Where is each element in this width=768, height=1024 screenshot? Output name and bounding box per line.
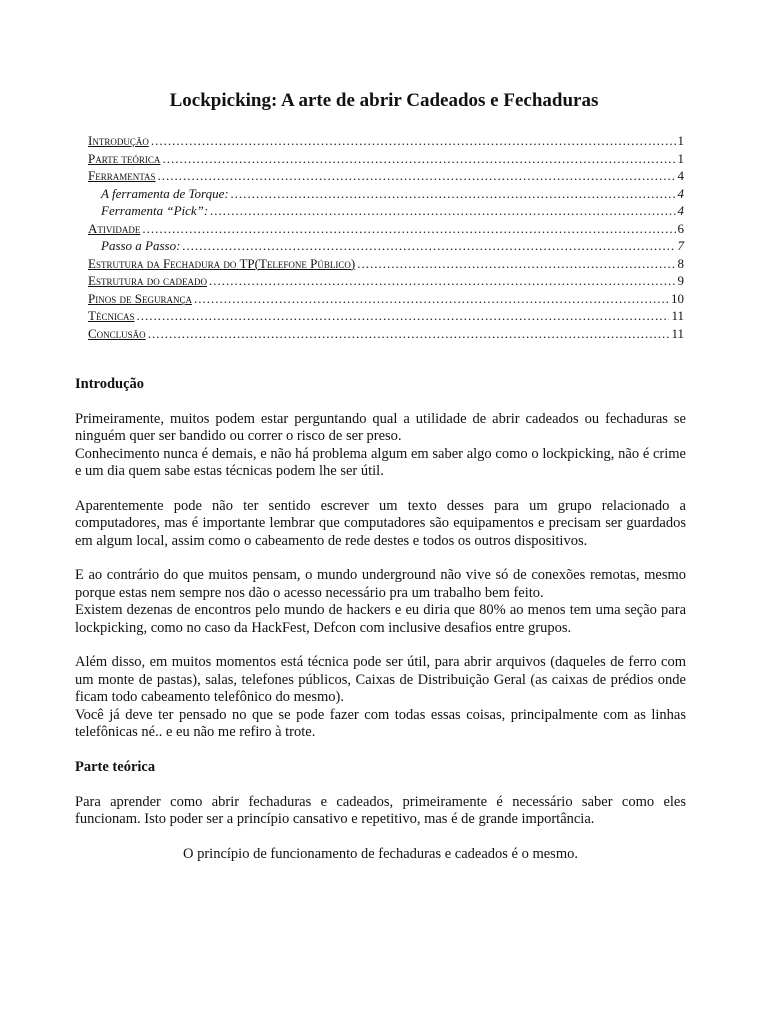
toc-entry-page: 1: [677, 150, 684, 166]
toc-entry[interactable]: [88, 202, 684, 220]
toc-entry-page: 11: [671, 308, 684, 323]
paragraph: Além disso, em muitos momentos está técnica pode ser útil, para abrir arquivos (daqueles de ferro com um monte de pastas), salas, telefones públicos, Caixas de Distribuição Geral (as caixas de prédios onde ficam todo cabeamento telefônico do mesmo).: [75, 654, 686, 706]
paragraph: Primeiramente, muitos podem estar perguntando qual a utilidade de abrir cadeados ou fechaduras se ninguém quer ser bandido ou correr o risco de ser preso.: [75, 410, 686, 445]
toc-entry-label: Pinos de Segurança: [88, 290, 192, 306]
toc-entry-label: Conclusão: [88, 325, 146, 341]
paragraph: Aparentemente pode não ter sentido escrever um texto desses para um grupo relacionado a computadores, mas é importante lembrar que computadores são equipamentos e precisam ser guardados em algum local, assim como o cabeamento de rede destes e todos os outros dispositivos.: [75, 497, 686, 549]
toc-entry[interactable]: [88, 132, 684, 150]
toc-entry-page: 8: [677, 255, 684, 271]
toc-entry[interactable]: [88, 150, 684, 168]
toc-entry[interactable]: [88, 237, 684, 255]
table-of-contents: [88, 132, 684, 342]
paragraph: Existem dezenas de encontros pelo mundo de hackers e eu diria que 80% ao menos tem uma seção para lockpicking, como no caso da HackFest, Defcon com inclusive desafios entre grupos.: [75, 602, 686, 636]
toc-entry-label: Passo a Passo:: [101, 238, 181, 253]
toc-leader-dots: [210, 202, 675, 220]
toc-entry[interactable]: [88, 167, 684, 185]
section-heading-parte-teorica: Parte teórica: [75, 758, 156, 775]
toc-leader-dots: [142, 220, 675, 238]
toc-leader-dots: [148, 325, 670, 343]
toc-entry-label: Atividade: [88, 220, 141, 236]
toc-entry-page: 4: [677, 168, 684, 183]
toc-leader-dots: [357, 255, 675, 273]
toc-entry[interactable]: [88, 185, 684, 203]
paragraph: Você já deve ter pensado no que se pode fazer com todas essas coisas, principalmente com as linhas telefônicas né.. e eu não me refiro à trote.: [75, 706, 686, 741]
toc-entry[interactable]: [88, 272, 684, 290]
toc-leader-dots: [136, 307, 669, 325]
paragraph: Conhecimento nunca é demais, e não há problema algum em saber algo como o lockpicking, não é crime e um dia quem sabe estas técnicas podem lhe ser útil.: [75, 445, 686, 480]
toc-leader-dots: [162, 150, 675, 168]
toc-entry[interactable]: [88, 307, 684, 325]
toc-entry-label: Técnicas: [88, 308, 135, 323]
toc-entry-label: Estrutura da Fechadura do TP(Telefone Público): [88, 255, 356, 271]
toc-entry-page: 4: [677, 185, 684, 201]
toc-entry-label: Parte teórica: [88, 150, 161, 166]
paragraph-centered: O princípio de funcionamento de fechaduras e cadeados é o mesmo.: [183, 845, 578, 862]
toc-leader-dots: [182, 237, 675, 255]
toc-entry-page: 9: [677, 273, 684, 288]
toc-entry-page: 6: [677, 220, 684, 236]
toc-entry-label: Introdução: [88, 133, 149, 148]
toc-leader-dots: [158, 167, 676, 185]
toc-entry[interactable]: [88, 325, 684, 343]
toc-entry-label: Estrutura do cadeado: [88, 273, 207, 288]
toc-entry-page: 4: [677, 203, 684, 218]
toc-entry-page: 10: [671, 290, 684, 306]
document-body: [75, 376, 686, 863]
toc-leader-dots: [231, 185, 676, 203]
paragraph: Para aprender como abrir fechaduras e cadeados, primeiramente é necessário saber como eles funcionam. Isto poder ser a princípio cansativo e repetitivo, mas é de grande importância.: [75, 793, 686, 828]
toc-leader-dots: [194, 290, 669, 308]
toc-entry-page: 1: [677, 133, 684, 148]
document-title: Lockpicking: A arte de abrir Cadeados e Fechaduras: [169, 90, 599, 111]
toc-entry[interactable]: [88, 290, 684, 308]
section-heading-introducao: Introdução: [75, 376, 145, 392]
toc-entry-page: 7: [677, 238, 684, 253]
toc-entry-label: Ferramenta “Pick”:: [101, 203, 209, 218]
toc-leader-dots: [209, 272, 676, 290]
toc-entry[interactable]: [88, 220, 684, 238]
toc-entry-label: Ferramentas: [88, 168, 156, 183]
toc-entry[interactable]: [88, 255, 684, 273]
toc-entry-label: A ferramenta de Torque:: [101, 185, 229, 201]
paragraph: E ao contrário do que muitos pensam, o mundo underground não vive só de conexões remotas, mesmo porque estas nem sempre nos dão o acesso necessário pra um trabalho bem feito.: [75, 567, 686, 601]
toc-leader-dots: [151, 132, 676, 150]
toc-entry-page: 11: [671, 325, 684, 341]
